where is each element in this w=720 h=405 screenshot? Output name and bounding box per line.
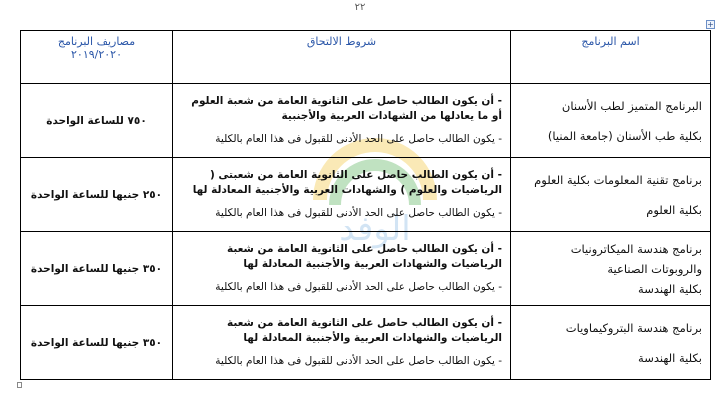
program-faculty: بكلية الهندسة bbox=[638, 281, 702, 296]
table-row bbox=[21, 84, 711, 158]
header-program-name: اسم البرنامج bbox=[511, 31, 711, 84]
fee-cell: ٣٥٠ جنيها للساعة الواحدة bbox=[21, 306, 173, 380]
program-name: برنامج هندسة البتروكيماويات bbox=[565, 320, 702, 335]
table-move-handle-icon[interactable]: + bbox=[707, 20, 714, 29]
header-fees bbox=[21, 31, 173, 84]
program-name: برنامج هندسة الميكاترونيات والروبوتات الصناعية bbox=[570, 241, 702, 276]
programs-table bbox=[20, 30, 711, 380]
conditions-cell bbox=[173, 232, 511, 306]
program-name-cell bbox=[511, 232, 711, 306]
program-faculty: بكلية العلوم bbox=[646, 202, 702, 217]
page-number: ٢٢ bbox=[354, 2, 366, 13]
paragraph-end-mark-icon bbox=[17, 382, 22, 388]
condition-minimum: - يكون الطالب حاصل على الحد الأدنى للقبول فى هذا العام بالكلية bbox=[215, 133, 502, 145]
condition-minimum: - يكون الطالب حاصل على الحد الأدنى للقبول فى هذا العام بالكلية bbox=[215, 281, 502, 293]
table-row bbox=[21, 158, 711, 232]
condition-certificate: - أن يكون الطالب حاصل على الثانوية العامة من شعبة الرياضيات والشهادات العربية والأجنبية المعادلة لها bbox=[226, 317, 502, 344]
fee-cell: ٧٥٠ للساعة الواحدة bbox=[21, 84, 173, 158]
condition-minimum: - يكون الطالب حاصل على الحد الأدنى للقبول فى هذا العام بالكلية bbox=[215, 207, 502, 219]
watermark-text: الوفد bbox=[339, 209, 411, 249]
conditions-cell bbox=[173, 84, 511, 158]
program-faculty: بكلية الهندسة bbox=[638, 350, 702, 365]
fee-cell: ٢٥٠ جنيها للساعة الواحدة bbox=[21, 158, 173, 232]
header-fees-year: ٢٠١٩/٢٠٢٠ bbox=[71, 48, 122, 61]
program-name-cell bbox=[511, 306, 711, 380]
program-name-cell bbox=[511, 84, 711, 158]
header-fees-label: مصاريف البرنامج bbox=[57, 35, 136, 48]
condition-certificate: - أن يكون الطالب حاصل على الثانوية العامة من شعبتى ( الرياضيات والعلوم ) والشهادات العربية والأجنبية المعادلة لها bbox=[192, 169, 502, 196]
fee-cell: ٣٥٠ جنيها للساعة الواحدة bbox=[21, 232, 173, 306]
table-header-row bbox=[21, 31, 711, 84]
program-name: البرنامج المتميز لطب الأسنان bbox=[561, 98, 702, 113]
program-name-cell bbox=[511, 158, 711, 232]
conditions-cell bbox=[173, 158, 511, 232]
program-faculty: بكلية طب الأسنان (جامعة المنيا) bbox=[547, 128, 702, 143]
table-row bbox=[21, 306, 711, 380]
condition-certificate: - أن يكون الطالب حاصل على الثانوية العامة من شعبة الرياضيات والشهادات العربية والأجنبية المعادلة لها bbox=[226, 243, 502, 270]
condition-certificate: - أن يكون الطالب حاصل على الثانوية العامة من شعبة العلوم أو ما يعادلها من الشهادات العربية والأجنبية bbox=[191, 95, 502, 122]
header-conditions: شروط الالتحاق bbox=[173, 31, 511, 84]
conditions-cell bbox=[173, 306, 511, 380]
table-row bbox=[21, 232, 711, 306]
condition-minimum: - يكون الطالب حاصل على الحد الأدنى للقبول فى هذا العام بالكلية bbox=[215, 355, 502, 367]
program-name: برنامج تقنية المعلومات بكلية العلوم bbox=[534, 172, 702, 187]
